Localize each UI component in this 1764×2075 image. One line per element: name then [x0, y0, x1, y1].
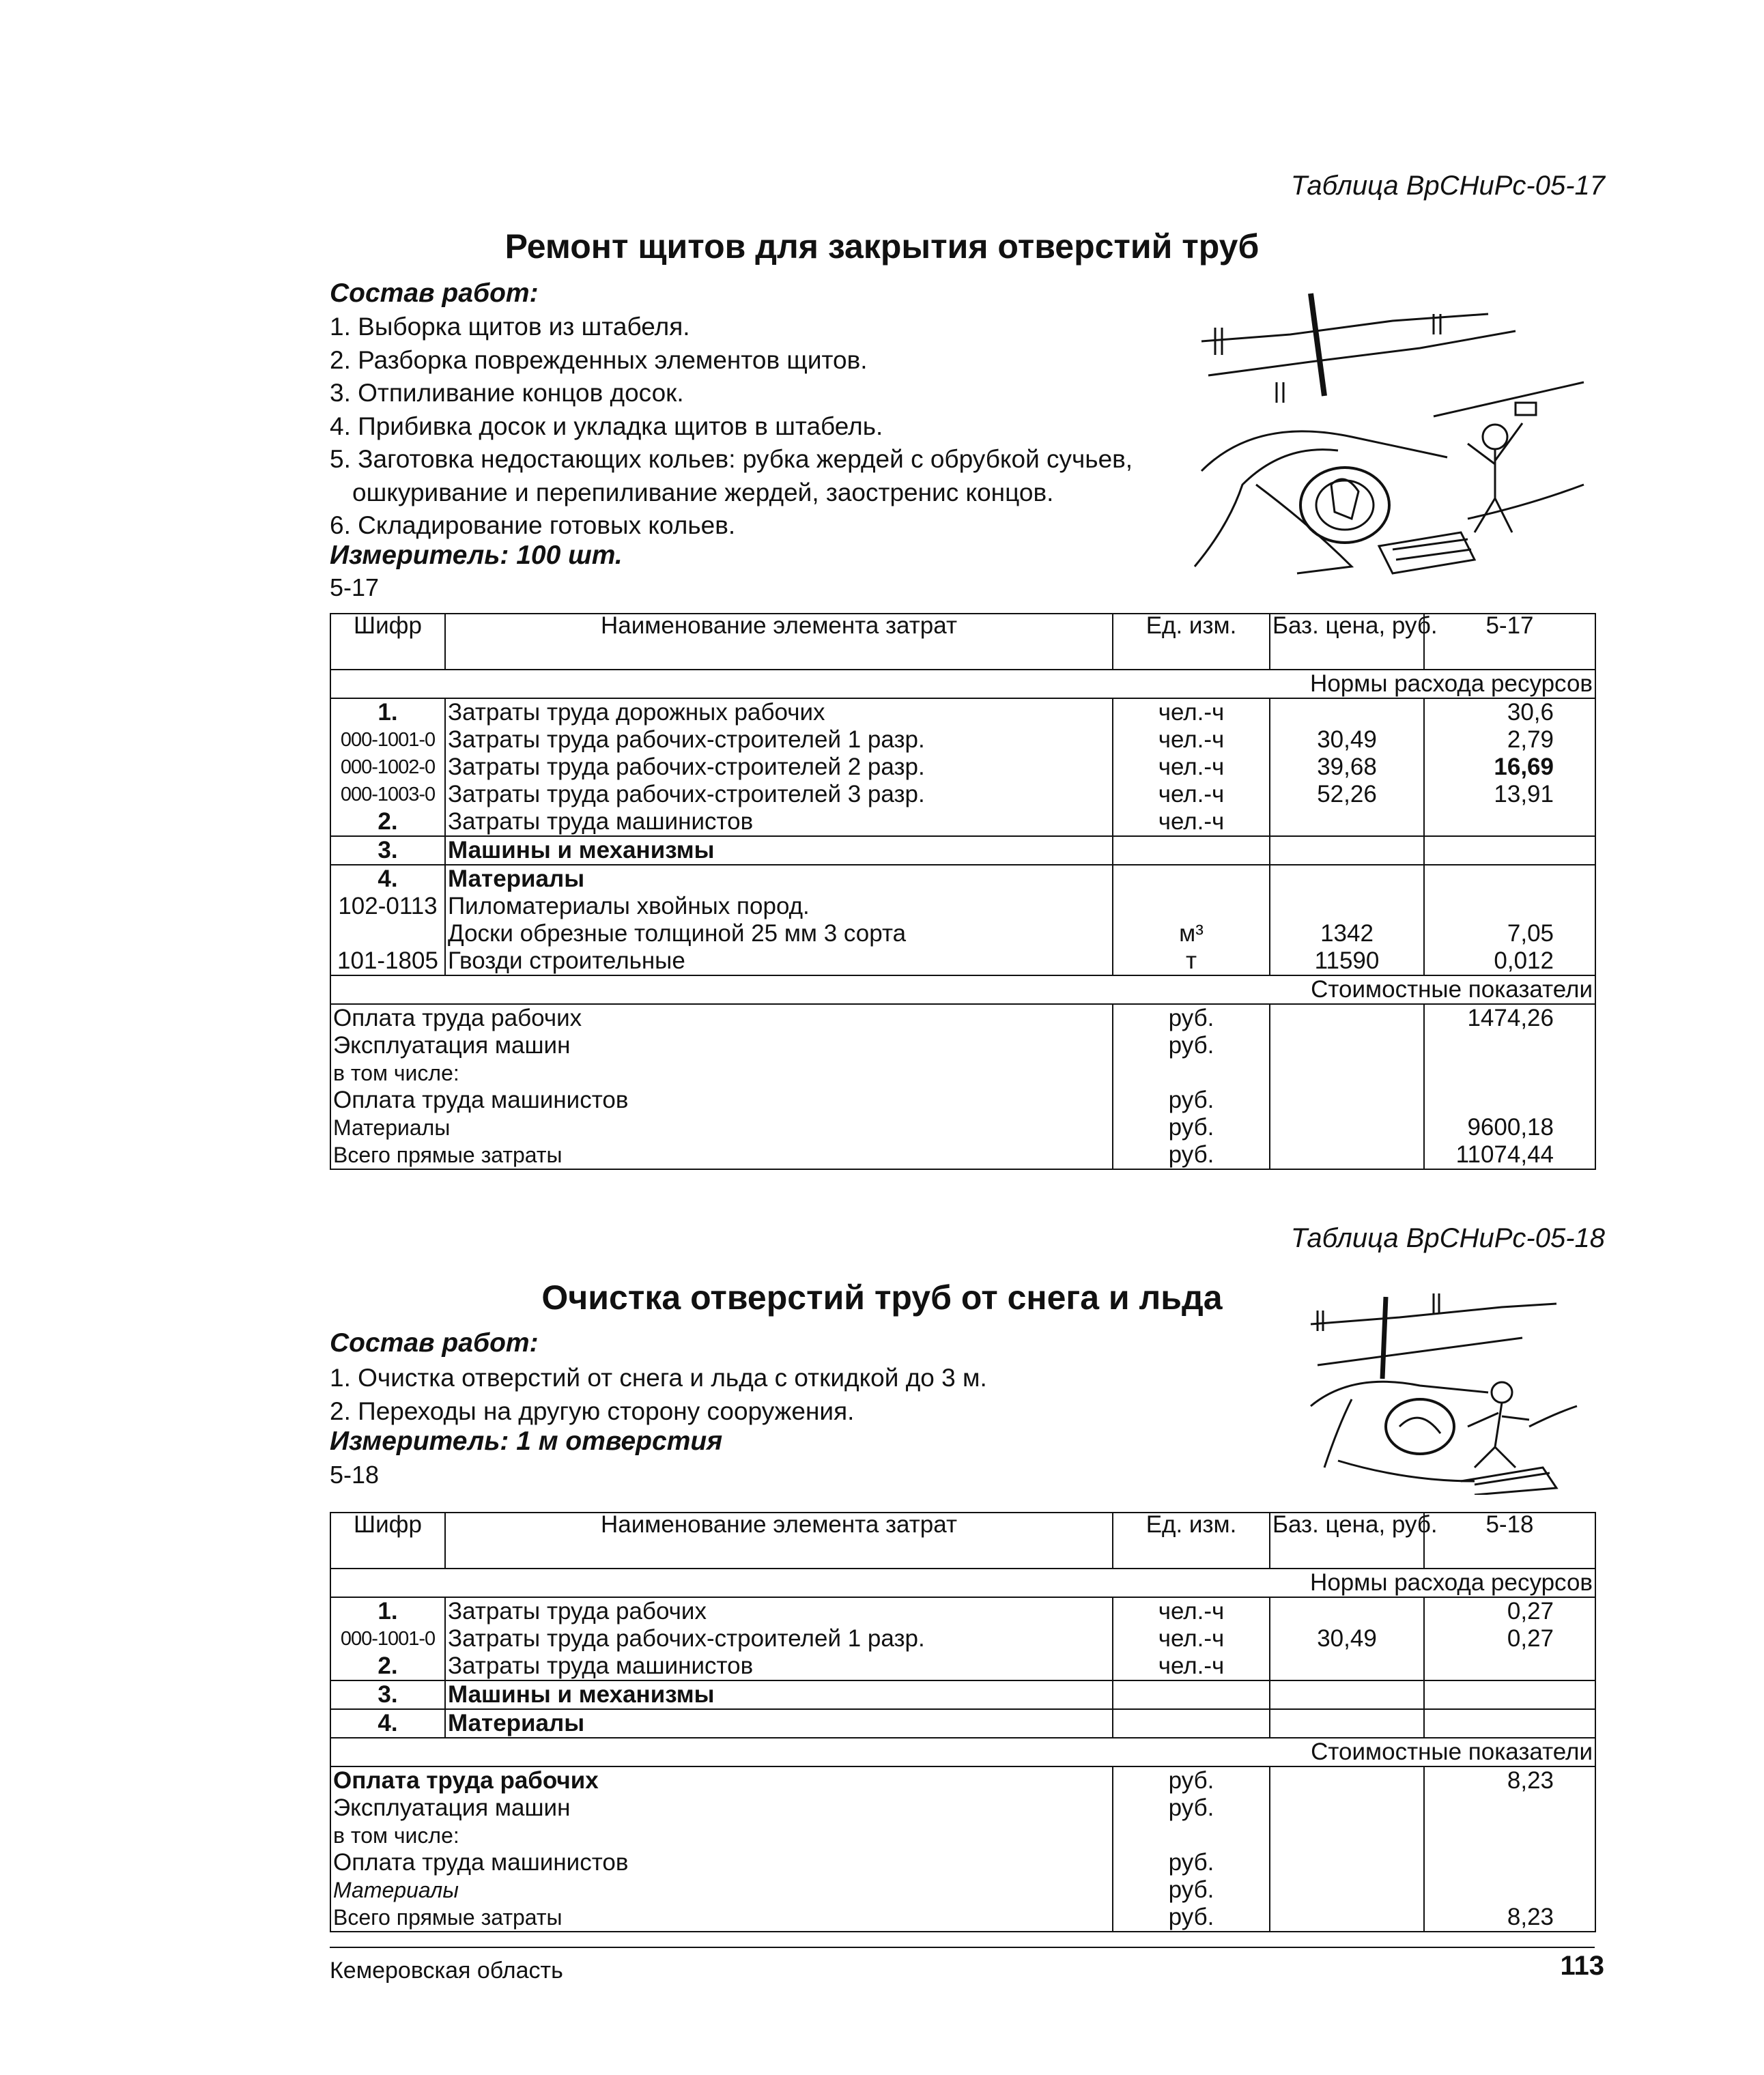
col-header-unit: Ед. изм.: [1113, 614, 1270, 670]
measure-unit-05-17: Измеритель: 100 шт.: [330, 541, 623, 570]
cell-value: [1424, 1709, 1595, 1738]
cell-price: [1270, 1680, 1424, 1709]
col-header-name: Наименование элемента затрат: [445, 1513, 1113, 1569]
cell-name: Материалы: [445, 1709, 1113, 1738]
cell-name: Затраты труда рабочих-строителей 1 разр.: [445, 1625, 1113, 1652]
cell-name: Затраты труда рабочих-строителей 1 разр.: [445, 726, 1113, 754]
cell-price: 11590: [1270, 947, 1424, 975]
work-item: 4. Прибивка досок и укладка щитов в штабель.: [330, 412, 883, 440]
cost-price: [1270, 1876, 1424, 1904]
cost-row: [330, 1087, 1595, 1114]
cost-name: Оплата труда машинистов: [330, 1849, 1113, 1876]
cell-unit: чел.-ч: [1113, 1597, 1270, 1625]
section-row-materials: [330, 865, 1595, 893]
cost-price: [1270, 1141, 1424, 1169]
cost-value: [1424, 1849, 1595, 1876]
cell-name: Гвозди строительные: [445, 947, 1113, 975]
cell-price: [1270, 836, 1424, 865]
cell-name: Затраты труда рабочих: [445, 1597, 1113, 1625]
cost-unit: [1113, 1822, 1270, 1849]
cost-name: в том числе:: [330, 1059, 1113, 1087]
cost-value: 9600,18: [1424, 1114, 1595, 1141]
cost-name: Всего прямые затраты: [330, 1904, 1113, 1932]
cost-row: [330, 1141, 1595, 1169]
norms-subheader-row: [330, 1569, 1595, 1597]
cost-unit: руб.: [1113, 1004, 1270, 1032]
cell-price: [1270, 1652, 1424, 1680]
cell-value: 0,012: [1424, 947, 1595, 975]
work-item: 3. Отпиливание концов досок.: [330, 379, 684, 407]
cost-price: [1270, 1822, 1424, 1849]
cost-row: [330, 1904, 1595, 1932]
cell-code: 101-1805: [330, 947, 445, 975]
cell-unit: чел.-ч: [1113, 781, 1270, 808]
cell-name: Машины и механизмы: [445, 1680, 1113, 1709]
cell-unit: чел.-ч: [1113, 1652, 1270, 1680]
section-title-05-17: Ремонт щитов для закрытия отверстий труб: [504, 227, 1260, 266]
cell-unit: [1113, 836, 1270, 865]
table-row: [330, 920, 1595, 947]
table-row: [330, 947, 1595, 975]
cost-unit: руб.: [1113, 1032, 1270, 1059]
cost-row: [330, 1766, 1595, 1794]
table-row: [330, 1652, 1595, 1680]
cost-price: [1270, 1904, 1424, 1932]
cost-value: [1424, 1087, 1595, 1114]
illustration-pipe-repair: [1174, 280, 1597, 587]
cell-value: 13,91: [1424, 781, 1595, 808]
cost-name: Материалы: [330, 1876, 1113, 1904]
cell-code: 1.: [330, 1597, 445, 1625]
cell-code: 4.: [330, 865, 445, 893]
cell-unit: [1113, 865, 1270, 893]
cost-row: [330, 1114, 1595, 1141]
cost-price: [1270, 1059, 1424, 1087]
norms-subheader: Нормы расхода ресурсов: [330, 670, 1595, 698]
code-label-05-17: 5-17: [330, 573, 380, 601]
cost-subheader-row: [330, 1738, 1595, 1766]
cost-unit: руб.: [1113, 1904, 1270, 1932]
table-label-05-17: Таблица ВрСНиРс-05-17: [1290, 171, 1605, 201]
cell-price: [1270, 698, 1424, 726]
cost-value: 11074,44: [1424, 1141, 1595, 1169]
cell-value: 2,79: [1424, 726, 1595, 754]
cell-name: Затраты труда дорожных рабочих: [445, 698, 1113, 726]
cost-row: [330, 1849, 1595, 1876]
cost-name: Оплата труда рабочих: [330, 1004, 1113, 1032]
col-header-price: Баз. цена, руб.: [1270, 614, 1424, 670]
col-header-norm: 5-18: [1424, 1513, 1595, 1569]
cost-value: 1474,26: [1424, 1004, 1595, 1032]
table-row: [330, 1625, 1595, 1652]
table-row: [330, 726, 1595, 754]
table-row: [330, 781, 1595, 808]
cell-name: Затраты труда машинистов: [445, 808, 1113, 836]
section-row-machines: [330, 836, 1595, 865]
cell-code: 000-1003-0: [330, 781, 445, 808]
table-header-row: [330, 1513, 1595, 1569]
cell-unit: чел.-ч: [1113, 1625, 1270, 1652]
section-title-05-18: Очистка отверстий труб от снега и льда: [541, 1278, 1223, 1317]
cell-code: 000-1001-0: [330, 1625, 445, 1652]
cost-row: [330, 1004, 1595, 1032]
cell-value: [1424, 808, 1595, 836]
cost-name: Материалы: [330, 1114, 1113, 1141]
col-header-code: Шифр: [330, 614, 445, 670]
cost-name: в том числе:: [330, 1822, 1113, 1849]
cost-name: Эксплуатация машин: [330, 1032, 1113, 1059]
work-composition-label: Состав работ:: [330, 1328, 539, 1358]
work-composition-label: Состав работ:: [330, 278, 539, 308]
cost-price: [1270, 1114, 1424, 1141]
cell-price: 30,49: [1270, 726, 1424, 754]
cost-unit: руб.: [1113, 1766, 1270, 1794]
work-item-cont-text: ошкуривание и перепиливание жердей, заостренис концов.: [352, 478, 1054, 506]
cell-code: 1.: [330, 698, 445, 726]
cell-value: 0,27: [1424, 1625, 1595, 1652]
table-header-row: [330, 614, 1595, 670]
cell-unit: [1113, 1680, 1270, 1709]
cost-row: [330, 1059, 1595, 1087]
cell-code: 3.: [330, 836, 445, 865]
cost-unit: [1113, 1059, 1270, 1087]
footer-divider: [330, 1947, 1595, 1948]
cell-code: 4.: [330, 1709, 445, 1738]
footer-region: Кемеровская область: [330, 1958, 563, 1984]
cell-value: 0,27: [1424, 1597, 1595, 1625]
norms-subheader: Нормы расхода ресурсов: [330, 1569, 1595, 1597]
cost-name: Эксплуатация машин: [330, 1794, 1113, 1822]
cell-value: 30,6: [1424, 698, 1595, 726]
cost-name: Всего прямые затраты: [330, 1141, 1113, 1169]
cell-name: Пиломатериалы хвойных пород.: [445, 893, 1113, 920]
cell-unit: чел.-ч: [1113, 754, 1270, 781]
work-item: 1. Выборка щитов из штабеля.: [330, 313, 690, 341]
cost-unit: руб.: [1113, 1114, 1270, 1141]
cost-unit: руб.: [1113, 1141, 1270, 1169]
cell-value: [1424, 1652, 1595, 1680]
cell-code: [330, 920, 445, 947]
cell-price: 39,68: [1270, 754, 1424, 781]
cell-price: 1342: [1270, 920, 1424, 947]
work-item-continuation: [330, 476, 1133, 510]
table-row: [330, 698, 1595, 726]
cost-name: Оплата труда машинистов: [330, 1087, 1113, 1114]
cost-subheader-row: [330, 975, 1595, 1004]
code-label-05-18: 5-18: [330, 1461, 380, 1489]
cost-subheader: Стоимостные показатели: [330, 975, 1595, 1004]
norms-table-05-18: [330, 1512, 1596, 1932]
cost-value: 8,23: [1424, 1766, 1595, 1794]
work-item: 1. Очистка отверстий от снега и льда с откидкой до 3 м.: [330, 1364, 987, 1392]
cell-name: Машины и механизмы: [445, 836, 1113, 865]
cell-price: [1270, 865, 1424, 893]
cell-name: Затраты труда рабочих-строителей 3 разр.: [445, 781, 1113, 808]
work-list-05-18: [330, 1362, 987, 1428]
cell-price: [1270, 808, 1424, 836]
cell-code: 2.: [330, 1652, 445, 1680]
section-row-machines: [330, 1680, 1595, 1709]
cost-price: [1270, 1032, 1424, 1059]
table-row: [330, 1597, 1595, 1625]
cell-name: Доски обрезные толщиной 25 мм 3 сорта: [445, 920, 1113, 947]
cell-unit: т: [1113, 947, 1270, 975]
cost-name: Оплата труда рабочих: [330, 1766, 1113, 1794]
cost-price: [1270, 1849, 1424, 1876]
cell-code: 2.: [330, 808, 445, 836]
col-header-norm: 5-17: [1424, 614, 1595, 670]
cell-value: [1424, 893, 1595, 920]
cell-unit: м³: [1113, 920, 1270, 947]
cell-code: 3.: [330, 1680, 445, 1709]
work-item: 5. Заготовка недостающих кольев: рубка жердей с обрубкой сучьев,: [330, 445, 1133, 473]
cell-price: [1270, 1597, 1424, 1625]
cell-unit: чел.-ч: [1113, 808, 1270, 836]
section-row-materials: [330, 1709, 1595, 1738]
cell-price: [1270, 893, 1424, 920]
cell-unit: [1113, 893, 1270, 920]
col-header-price: Баз. цена, руб.: [1270, 1513, 1424, 1569]
table-row: [330, 893, 1595, 920]
cost-unit: руб.: [1113, 1087, 1270, 1114]
work-item: 6. Складирование готовых кольев.: [330, 511, 736, 539]
cell-code: 000-1001-0: [330, 726, 445, 754]
cost-unit: руб.: [1113, 1876, 1270, 1904]
table-row: [330, 808, 1595, 836]
table-row: [330, 754, 1595, 781]
cell-unit: [1113, 1709, 1270, 1738]
col-header-code: Шифр: [330, 1513, 445, 1569]
cell-name: Затраты труда рабочих-строителей 2 разр.: [445, 754, 1113, 781]
cost-value: [1424, 1876, 1595, 1904]
cost-price: [1270, 1087, 1424, 1114]
cell-value: [1424, 1680, 1595, 1709]
cell-price: [1270, 1709, 1424, 1738]
cost-value: 8,23: [1424, 1904, 1595, 1932]
work-list-05-17: [330, 311, 1133, 543]
cost-row: [330, 1822, 1595, 1849]
col-header-unit: Ед. изм.: [1113, 1513, 1270, 1569]
measure-unit-05-18: Измеритель: 1 м отверстия: [330, 1427, 723, 1456]
cost-value: [1424, 1822, 1595, 1849]
cost-row: [330, 1876, 1595, 1904]
cost-unit: руб.: [1113, 1849, 1270, 1876]
cost-row: [330, 1032, 1595, 1059]
cell-value: 16,69: [1424, 754, 1595, 781]
cell-unit: чел.-ч: [1113, 698, 1270, 726]
cost-value: [1424, 1794, 1595, 1822]
cell-name: Материалы: [445, 865, 1113, 893]
cell-code: 000-1002-0: [330, 754, 445, 781]
cost-subheader: Стоимостные показатели: [330, 1738, 1595, 1766]
cell-name: Затраты труда машинистов: [445, 1652, 1113, 1680]
norms-table-05-17: [330, 613, 1596, 1170]
cost-value: [1424, 1032, 1595, 1059]
work-item: 2. Переходы на другую сторону сооружения.: [330, 1397, 855, 1425]
cost-row: [330, 1794, 1595, 1822]
norms-subheader-row: [330, 670, 1595, 698]
cell-value: [1424, 836, 1595, 865]
cost-price: [1270, 1794, 1424, 1822]
col-header-name: Наименование элемента затрат: [445, 614, 1113, 670]
cost-price: [1270, 1004, 1424, 1032]
page-number: 113: [1560, 1951, 1604, 1981]
work-item: 2. Разборка поврежденных элементов щитов.: [330, 345, 868, 374]
cell-value: [1424, 865, 1595, 893]
cell-price: 52,26: [1270, 781, 1424, 808]
cost-value: [1424, 1059, 1595, 1087]
cell-value: 7,05: [1424, 920, 1595, 947]
cell-unit: чел.-ч: [1113, 726, 1270, 754]
cost-price: [1270, 1766, 1424, 1794]
cell-price: 30,49: [1270, 1625, 1424, 1652]
table-label-05-18: Таблица ВрСНиРс-05-18: [1290, 1223, 1605, 1253]
cell-code: 102-0113: [330, 893, 445, 920]
cost-unit: руб.: [1113, 1794, 1270, 1822]
illustration-snow-clearing: [1297, 1290, 1584, 1495]
